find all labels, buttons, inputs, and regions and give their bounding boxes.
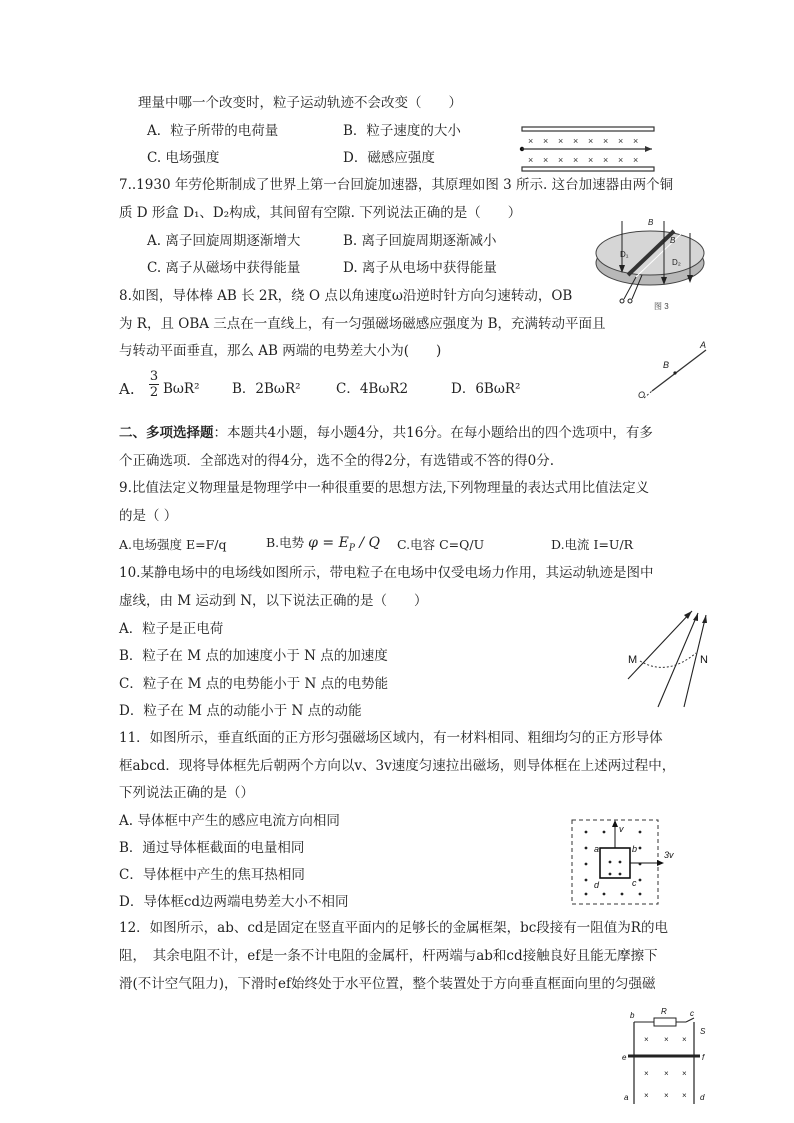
q9-option-b-subscript: P <box>348 543 355 554</box>
q8-label-o: O <box>638 390 646 400</box>
q12-label-b: b <box>630 1011 635 1020</box>
q6-option-c: C. 电场强度 <box>147 150 220 166</box>
q7-label-b1: B <box>648 218 654 227</box>
q12-rails-figure <box>620 1004 720 1104</box>
q9-option-d: D.电流 I=U/R <box>551 537 634 552</box>
svg-text:×: × <box>644 1069 649 1078</box>
q12-label-s: S <box>700 1027 706 1036</box>
svg-text:×: × <box>618 136 624 146</box>
section2-title: 二、多项选择题 <box>119 425 214 441</box>
q11-label-a: a <box>594 844 600 854</box>
q8-stem-line1: 8.如图，导体棒 AB 长 2R，绕 O 点以角速度ω沿逆时针方向匀速转动，OB <box>119 288 573 304</box>
q11-option-c: C．导体框中产生的焦耳热相同 <box>119 867 305 883</box>
q11-option-d: D．导体框cd边两端电势差大小不相同 <box>119 894 349 910</box>
q12-label-r: R <box>661 1007 667 1016</box>
q10-stem-line2: 虚线，由 M 运动到 N，以下说法正确的是（ ） <box>119 593 428 609</box>
q8-label-b: B <box>663 360 670 370</box>
q12-stem-line1: 12．如图所示，ab、cd是固定在竖直平面内的足够长的金属框架，bc段接有一阻值为R的电 <box>119 920 668 936</box>
q10-label-m: M <box>628 654 638 666</box>
svg-text:×: × <box>682 1091 687 1100</box>
q8-option-b: B．2BωR² <box>232 381 301 397</box>
q7-label-b2: B <box>670 236 676 245</box>
q7-label-d1: D₁ <box>620 250 629 259</box>
q8-option-a-label: A. <box>119 380 135 398</box>
svg-text:×: × <box>573 155 579 165</box>
svg-text:×: × <box>573 136 579 146</box>
svg-text:×: × <box>664 1035 669 1044</box>
q10-field-lines-figure <box>622 605 722 710</box>
q11-square-frame-figure <box>570 818 682 908</box>
q12-stem-line3: 滑(不计空气阻力)，下滑时ef始终处于水平位置，整个装置处于方向垂直框面向里的匀强磁 <box>119 976 656 992</box>
q7-label-d2: D₂ <box>672 258 681 267</box>
q10-option-c: C．粒子在 M 点的电势能小于 N 点的电势能 <box>119 676 389 692</box>
svg-text:×: × <box>603 155 609 165</box>
q7-option-a: A. 离子回旋周期逐渐增大 <box>147 233 301 249</box>
q8-option-a-fraction <box>149 370 159 400</box>
svg-text:×: × <box>618 155 624 165</box>
q11-option-a: A. 导体框中产生的感应电流方向相同 <box>119 813 340 829</box>
q8-option-c: C．4BωR2 <box>336 381 409 397</box>
q7-option-b: B. 离子回旋周期逐渐减小 <box>343 233 497 249</box>
q7-figure-caption: 图 3 <box>654 302 669 311</box>
q11-label-3v: 3v <box>664 850 674 860</box>
q9-stem-line2: 的是（ ） <box>119 508 178 524</box>
svg-text:×: × <box>633 155 639 165</box>
q7-option-c: C. 离子从磁场中获得能量 <box>147 260 301 276</box>
q12-label-f: f <box>702 1053 705 1062</box>
q8-stem-line3: 与转动平面垂直，那么 AB 两端的电势差大小为( ) <box>119 343 442 359</box>
svg-text:×: × <box>633 136 639 146</box>
q11-stem-line2: 框abcd．现将导体框先后朝两个方向以v、3v速度匀速拉出磁场，则导体框在上述两过程中， <box>119 758 676 774</box>
q9-stem-line1: 9.比值法定义物理量是物理学中一种很重要的思想方法,下列物理量的表达式用比值法定义 <box>119 480 650 496</box>
q9-option-c: C.电容 C=Q/U <box>397 537 485 552</box>
svg-text:×: × <box>528 155 534 165</box>
q8-option-a-rest: BωR² <box>163 381 200 397</box>
section2-line2: 个正确选项．全部选对的得4分，选不全的得2分，有选错或不答的得0分. <box>119 453 555 469</box>
q12-label-d: d <box>700 1093 705 1102</box>
q12-label-e: e <box>622 1053 627 1062</box>
svg-text:×: × <box>558 155 564 165</box>
q11-label-b: b <box>632 844 638 854</box>
q6-velocity-selector-figure <box>518 125 658 173</box>
q10-option-b: B．粒子在 M 点的加速度小于 N 点的加速度 <box>119 648 388 664</box>
q8-label-a: A <box>700 340 707 350</box>
svg-text:×: × <box>588 136 594 146</box>
q12-label-a: a <box>624 1093 629 1102</box>
q10-stem-line1: 10.某静电场中的电场线如图所示，带电粒子在电场中仅受电场力作用，其运动轨迹是图中 <box>119 565 654 581</box>
q9-option-a: A.电场强度 E=F/q <box>119 537 227 552</box>
q7-stem-line2: 质 D 形盒 D₁、D₂构成，其间留有空隙. 下列说法正确的是（ ） <box>119 205 522 221</box>
q9-option-b-label: B.电势 <box>266 535 305 550</box>
svg-text:×: × <box>588 155 594 165</box>
q11-stem-line1: 11．如图所示，垂直纸面的正方形匀强磁场区域内，有一材料相同、粗细均匀的正方形导体 <box>119 730 663 746</box>
svg-text:×: × <box>543 136 549 146</box>
q11-option-b: B．通过导体框截面的电量相同 <box>119 840 305 856</box>
q12-label-c: c <box>690 1009 694 1018</box>
q6-option-d: D．磁感应强度 <box>343 150 435 166</box>
svg-text:×: × <box>682 1069 687 1078</box>
svg-text:×: × <box>558 136 564 146</box>
svg-text:×: × <box>682 1035 687 1044</box>
svg-text:×: × <box>644 1091 649 1100</box>
q10-option-d: D．粒子在 M 点的动能小于 N 点的动能 <box>119 703 362 719</box>
q11-label-c: c <box>632 878 637 888</box>
svg-text:×: × <box>644 1035 649 1044</box>
svg-text:×: × <box>603 136 609 146</box>
q12-stem-line2: 阻， 其余电阻不计，ef是一条不计电阻的金属杆，杆两端与ab和cd接触良好且能无摩擦下 <box>119 948 658 964</box>
q7-cyclotron-figure <box>592 213 712 313</box>
svg-text:×: × <box>528 136 534 146</box>
svg-text:×: × <box>664 1069 669 1078</box>
q10-option-a: A．粒子是正电荷 <box>119 621 224 637</box>
q8-option-a-denominator: 2 <box>149 385 159 400</box>
q8-stem-line2: 为 R，且 OBA 三点在一直线上，有一匀强磁场磁感应强度为 B，充满转动平面且 <box>119 316 606 332</box>
svg-text:×: × <box>664 1091 669 1100</box>
q8-option-a-numerator: 3 <box>149 369 159 384</box>
q11-label-v: v <box>619 824 624 834</box>
section2-line1 <box>119 424 653 442</box>
q9-option-b-formula: φ = E <box>308 535 349 551</box>
q9-option-b <box>266 534 380 558</box>
q11-label-d: d <box>594 880 600 890</box>
svg-text:×: × <box>543 155 549 165</box>
q8-option-d: D．6BωR² <box>451 381 521 397</box>
q6-stem-tail: 理量中哪一个改变时，粒子运动轨迹不会改变（ ） <box>138 95 462 111</box>
q11-stem-line3: 下列说法正确的是（） <box>119 785 254 801</box>
q9-option-b-tail: / Q <box>354 535 380 551</box>
q6-option-a: A．粒子所带的电荷量 <box>147 123 279 139</box>
q7-stem-line1: 7..1930 年劳伦斯制成了世界上第一台回旋加速器，其原理如图 3 所示. 这台加速器由两个铜 <box>119 177 674 193</box>
q6-option-b: B．粒子速度的大小 <box>343 123 461 139</box>
q7-option-d: D. 离子从电场中获得能量 <box>343 260 497 276</box>
q10-label-n: N <box>700 654 708 666</box>
section2-desc: ：本题共4小题，每小题4分，共16分。在每小题给出的四个选项中，有多 <box>213 425 653 441</box>
q8-rod-figure <box>630 336 720 406</box>
